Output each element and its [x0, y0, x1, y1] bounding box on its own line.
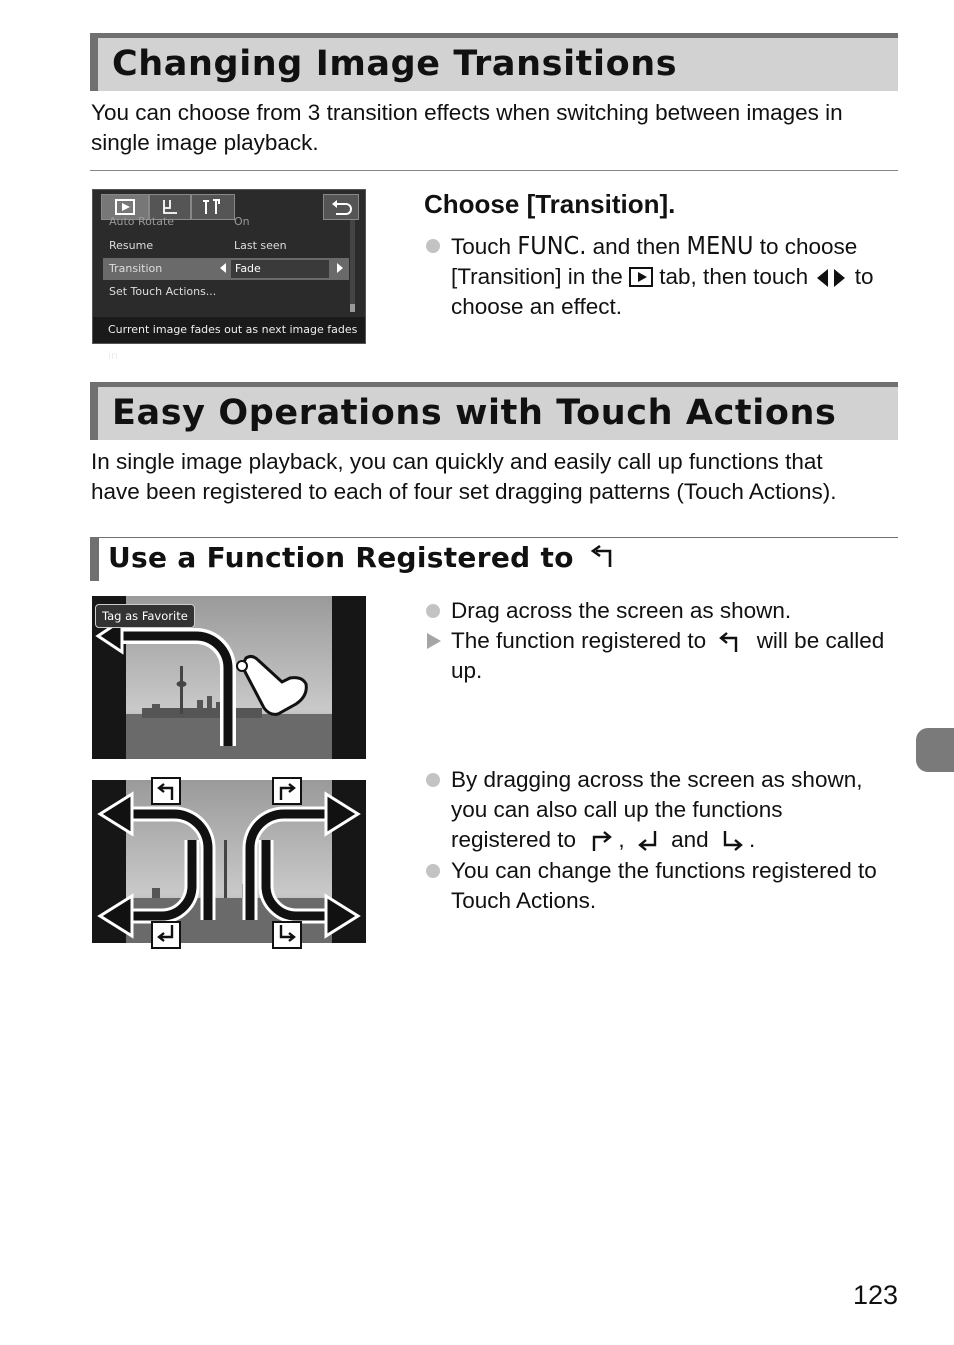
camera-menu-screen [92, 189, 366, 362]
step-bullets [424, 231, 899, 323]
text: to [854, 264, 874, 290]
text: will be called [756, 628, 885, 654]
text: , [618, 827, 625, 853]
bullet-item [424, 856, 899, 916]
chapter-thumb-tab [916, 728, 954, 772]
touch-action-label: Tag as Favorite [95, 604, 195, 628]
touch-action-up-left-icon [590, 543, 618, 569]
left-arrow-icon [220, 263, 226, 273]
result-arrow-icon [427, 633, 441, 649]
intro-line: You can choose from 3 transition effects when switching between images in [91, 100, 843, 125]
section-header-transitions [90, 33, 898, 91]
text: registered to [451, 827, 577, 853]
text: up. [451, 658, 483, 684]
subsection-title-text: Use a Function Registered to [108, 541, 574, 574]
text: Drag across the screen as shown. [451, 598, 792, 623]
menu-button-label: MENU [686, 231, 754, 260]
text: tab, then touch [659, 264, 809, 290]
text: and then [592, 234, 681, 259]
right-arrow-icon [337, 263, 343, 273]
page-number: 123 [852, 1280, 898, 1310]
left-right-arrows-icon [814, 267, 848, 289]
bullet-item [424, 765, 899, 856]
bullet-dot [426, 773, 440, 787]
divider [90, 170, 898, 171]
text: to choose [759, 234, 858, 259]
intro-line: In single image playback, you can quickly and easily call up functions that [91, 449, 823, 474]
text: you can also call up the functions [451, 797, 783, 823]
section-title: Easy Operations with Touch Actions [112, 393, 837, 433]
intro-line: have been registered to each of four set dragging patterns (Touch Actions). [91, 478, 837, 504]
func-button-label: FUNC. [517, 231, 587, 260]
menu-row-label: Resume [109, 239, 154, 252]
menu-row-selected [103, 258, 349, 280]
touch-action-down-left-icon [152, 922, 180, 948]
menu-row [103, 281, 349, 303]
touch-gesture-photo-single [92, 596, 366, 759]
bullet-dot [426, 239, 440, 253]
touch-action-down-right-icon [273, 922, 301, 948]
text: Touch [451, 234, 512, 259]
section-intro [91, 98, 901, 157]
bullet-dot [426, 604, 440, 618]
touch-gesture-photo-four [92, 780, 366, 943]
subsection-title [108, 541, 618, 574]
text: Touch Actions. [451, 887, 597, 913]
touch-action-down-left-icon [635, 829, 665, 853]
intro-line: single image playback. [91, 129, 319, 155]
menu-row-label: Set Touch Actions... [109, 285, 217, 298]
text: You can change the functions registered to [451, 857, 877, 883]
menu-row-value: On [234, 215, 250, 228]
step-title: Choose [Transition]. [424, 189, 676, 219]
touch-action-up-left-icon [152, 778, 180, 804]
touch-action-up-right-icon [588, 829, 618, 853]
text: . [748, 827, 756, 853]
play-tab-icon [629, 267, 653, 287]
menu-row-value: Last seen [234, 239, 287, 252]
gesture-bullets-2 [424, 765, 899, 916]
menu-row-label: Auto Rotate [109, 215, 175, 228]
subsection-header [90, 537, 898, 581]
gesture-bullets-1 [424, 596, 899, 687]
touch-action-up-right-icon [273, 778, 301, 804]
touch-action-down-right-icon [719, 829, 749, 853]
menu-row-label: Transition [109, 262, 163, 275]
text: By dragging across the screen as shown, [451, 767, 863, 792]
bullet-item [424, 231, 899, 323]
text: and [671, 827, 709, 853]
text: The function registered to [451, 628, 707, 654]
touch-action-up-left-icon [716, 630, 746, 654]
menu-row [103, 235, 349, 257]
text: choose an effect. [451, 294, 622, 320]
result-item [424, 626, 899, 686]
bullet-item [424, 596, 899, 626]
menu-row [103, 212, 349, 234]
section-title: Changing Image Transitions [112, 44, 678, 84]
section-header-touch-actions [90, 382, 898, 440]
menu-footer-hint: Current image fades out as next image fades in [93, 317, 365, 343]
scrollbar [350, 220, 355, 312]
menu-row-value: Fade [235, 262, 261, 275]
section-intro [91, 447, 901, 506]
bullet-dot [426, 864, 440, 878]
text: [Transition] in the [451, 264, 623, 290]
